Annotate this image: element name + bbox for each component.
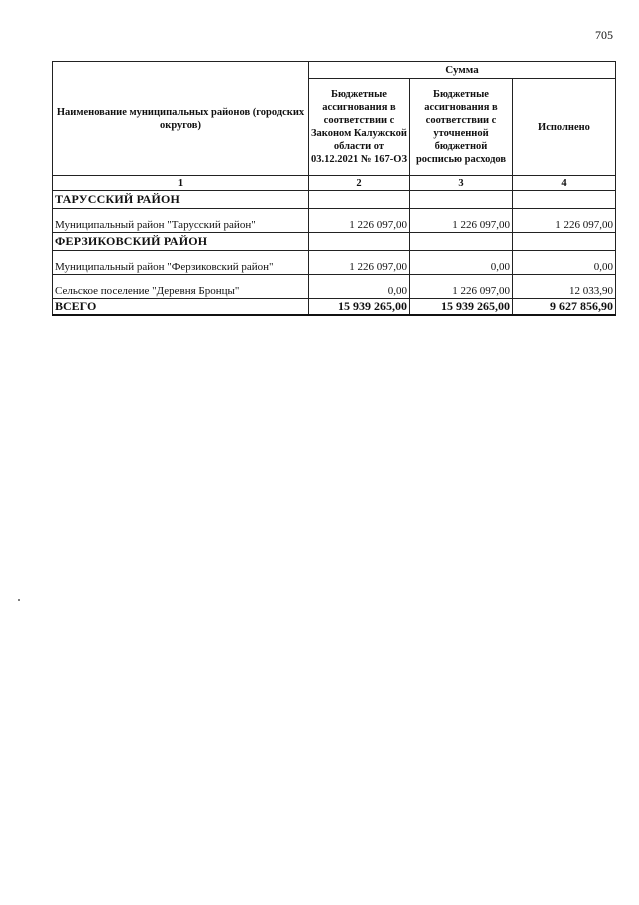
total-label: ВСЕГО [53, 299, 309, 316]
total-executed: 9 627 856,90 [513, 299, 616, 316]
column-number: 1 [53, 176, 309, 191]
budget-table [52, 61, 616, 316]
value-law: 1 226 097,00 [309, 251, 410, 275]
district-name: ФЕРЗИКОВСКИЙ РАЙОН [53, 233, 309, 251]
district-name: ТАРУССКИЙ РАЙОН [53, 191, 309, 209]
header-col-3: Бюджетные ассигнования в соответствии с уточненной бюджетной росписью расходов [410, 79, 513, 176]
district-row [53, 233, 616, 251]
header-sum-group: Сумма [309, 62, 616, 79]
entity-name: Муниципальный район "Ферзиковский район" [53, 251, 309, 275]
total-refined: 15 939 265,00 [410, 299, 513, 316]
column-number: 3 [410, 176, 513, 191]
scan-speck [18, 599, 20, 601]
table-row [53, 251, 616, 275]
value-law: 0,00 [309, 275, 410, 299]
column-number: 2 [309, 176, 410, 191]
header-name-column: Наименование муниципальных районов (городских округов) [53, 62, 309, 176]
column-number: 4 [513, 176, 616, 191]
value-executed: 1 226 097,00 [513, 209, 616, 233]
value-refined: 1 226 097,00 [410, 209, 513, 233]
header-col-2: Бюджетные ассигнования в соответствии с Законом Калужской области от 03.12.2021 № 167-ОЗ [309, 79, 410, 176]
total-row [53, 299, 616, 316]
value-refined: 1 226 097,00 [410, 275, 513, 299]
table-row [53, 275, 616, 299]
value-refined: 0,00 [410, 251, 513, 275]
column-number-row [53, 176, 616, 191]
page-number: 705 [595, 28, 613, 42]
district-row [53, 191, 616, 209]
value-law: 1 226 097,00 [309, 209, 410, 233]
entity-name: Муниципальный район "Тарусский район" [53, 209, 309, 233]
value-executed: 12 033,90 [513, 275, 616, 299]
value-executed: 0,00 [513, 251, 616, 275]
total-law: 15 939 265,00 [309, 299, 410, 316]
header-col-4: Исполнено [513, 79, 616, 176]
entity-name: Сельское поселение "Деревня Бронцы" [53, 275, 309, 299]
table-row [53, 209, 616, 233]
budget-table-container [52, 61, 615, 316]
